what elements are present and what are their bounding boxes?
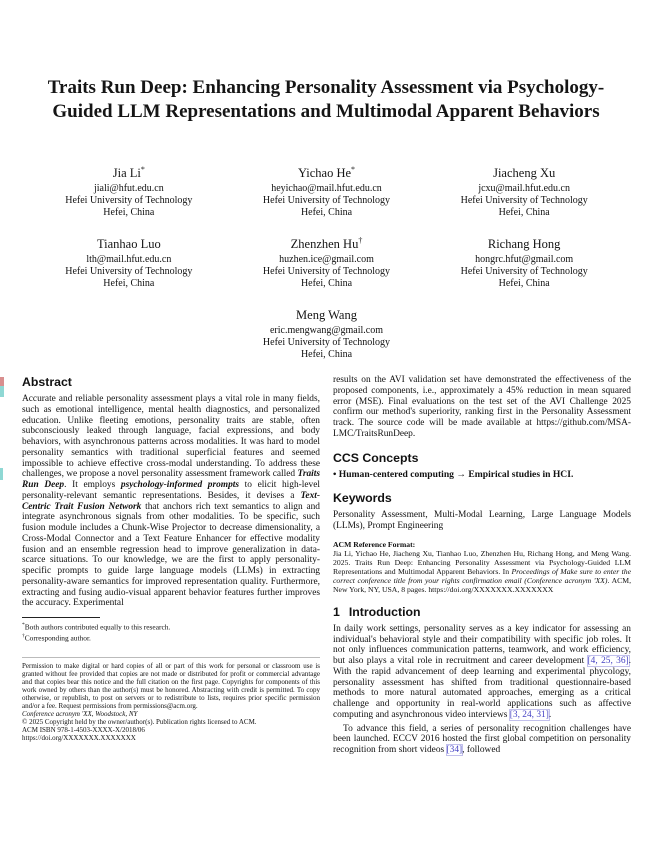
abstract-text [22, 394, 320, 609]
author-name [228, 163, 426, 180]
text-run: , followed [462, 745, 501, 755]
citation-link[interactable]: [3, 24, 31] [509, 709, 549, 720]
intro-paragraph-2 [333, 724, 631, 756]
network-name-emphasis: Text-Centric Trait Fusion Network [22, 490, 320, 512]
author-name [425, 163, 623, 180]
author-email: lth@mail.hfut.edu.cn [86, 254, 172, 266]
author-card [425, 163, 623, 219]
text-run: . With the rapid advancement of deep learning and experimental phycology, personality assessment has shifted from traditional questionnaire-based methods to more natural automated approaches, emerging as a critical challenge and opportunity in real-world applications such as affective computing and asynchronous video interviews [333, 656, 631, 720]
section-title: Introduction [348, 604, 421, 619]
acm-reference-block [333, 540, 631, 594]
author-affiliation: Hefei University of Technology [65, 266, 193, 278]
section-number: 1 [333, 604, 340, 619]
text-run: In daily work settings, personality serves as a key indicator for assessing an individual's behavioral style and their compatibility with specific job roles. It not only influences communication patterns, teamwork, and work efficiency, but also plays a vital role in recruitment and career development [333, 623, 631, 666]
left-edge-artifact [0, 468, 3, 480]
footnote-text: Corresponding author. [24, 633, 91, 643]
author-mark: * [351, 165, 356, 174]
text-run: Jia Li, Yichao He, Jiacheng Xu, Tianhao Luo, Zhenzhen Hu, Richang Hong, and Meng Wang. 2025. Traits Run Deep: Enhancing Personality Assessment via Psychology-Guided LLM Representations and Multimodal Apparent Behaviors. In [333, 548, 631, 576]
author-card [228, 305, 426, 361]
isbn-line: ACM ISBN 978-1-4503-XXXX-X/2018/06 [22, 726, 145, 735]
permission-notice: Permission to make digital or hard copies of all or part of this work for personal or classroom use is granted without fee provided that copies are not made or distributed for profit or commercial advantage and that copies bear this notice and the full citation on the first page. Copyrights for components of this work owned by others than the author(s) must be honored. Abstracting with credit is permitted. To copy otherwise, or republish, to post on servers or to redistribute to lists, requires prior specific permission and/or a fee. Request permissions from permissions@acm.org. [22, 661, 320, 710]
ccs-heading: CCS Concepts [333, 450, 419, 465]
author-mark: † [358, 236, 363, 246]
author-name-text: Jiacheng Xu [493, 166, 556, 181]
author-affiliation: Hefei University of Technology [262, 195, 391, 207]
right-column [333, 375, 631, 758]
permission-divider [22, 657, 320, 658]
text-run: . ACM, New York, NY, USA, 8 pages. https://doi.org/XXXXXXX.XXXXXXX [333, 575, 632, 594]
left-edge-artifact [0, 377, 4, 397]
text-run: to elicit high-level personality-relevant semantic representations. Besides, it devises a [22, 480, 321, 501]
author-affiliation: Hefei University of Technology [460, 195, 588, 207]
author-email: eric.mengwang@gmail.com [269, 325, 384, 337]
keywords-text: Personality Assessment, Multi-Modal Learning, Large Language Models (LLMs), Prompt Engineering [333, 510, 631, 531]
footnote-rule [22, 617, 100, 618]
text-run: Accurate and reliable personality assessment plays a vital role in many fields, such as emotional intelligence, mental health diagnostics, and personalized education. Unlike fleeting emotions, personality traits are stable, often subconsciously leaked through language, facial expressions, and body behaviors, with asynchronous patterns across modalities. It was hard to model personality semantics with traditional superficial features and seemed impossible to achieve effective cross-modal understanding. To address these challenges, we propose a novel personality assessment framework called [22, 394, 320, 480]
author-city: Hefei, China [103, 207, 155, 219]
text-run: . [548, 709, 552, 720]
author-email: jiali@hfut.edu.cn [93, 183, 164, 195]
author-card [425, 234, 623, 290]
citation-link[interactable]: [34] [446, 745, 463, 755]
author-city: Hefei, China [103, 278, 155, 290]
text-run: . It employs [64, 480, 121, 490]
intro-paragraph-1 [333, 624, 631, 721]
footnote-equal-contribution [22, 621, 320, 632]
doi-line: https://doi.org/XXXXXXX.XXXXXXX [22, 734, 136, 743]
author-city: Hefei, China [300, 349, 353, 361]
framework-name-emphasis: Traits Run Deep [22, 469, 321, 490]
author-block [30, 163, 623, 361]
author-name [30, 163, 228, 180]
introduction-heading [333, 605, 631, 619]
author-card [228, 163, 426, 219]
left-column [22, 375, 320, 742]
author-city: Hefei, China [498, 207, 550, 219]
author-city: Hefei, China [300, 207, 353, 219]
author-card [30, 163, 228, 219]
copyright-line: © 2025 Copyright held by the owner/author(s). Publication rights licensed to ACM. [22, 718, 257, 727]
author-email: heyichao@mail.hfut.edu.cn [271, 183, 382, 195]
author-name-text: Tianhao Luo [96, 237, 161, 252]
footnote-text: Both authors contributed equally to this research. [24, 622, 171, 632]
ccs-concept-line: • Human-centered computing → Empirical studies in HCI. [333, 468, 574, 480]
author-affiliation: Hefei University of Technology [262, 337, 391, 349]
author-city: Hefei, China [300, 278, 353, 290]
author-city: Hefei, China [498, 278, 550, 290]
proceedings-title: Proceedings of Make sure to enter the correct conference title from your rights confirmation email (Conference acronym 'XX) [333, 566, 631, 585]
author-name-text: Zhenzhen Hu [290, 237, 359, 252]
author-name-text: Richang Hong [487, 237, 561, 252]
prompts-emphasis: psychology-informed prompts [120, 480, 240, 490]
acm-reference-label: ACM Reference Format: [333, 539, 416, 549]
keywords-heading: Keywords [333, 491, 392, 506]
citation-link[interactable]: [4, 25, 36] [587, 656, 629, 666]
abstract-heading: Abstract [22, 375, 72, 389]
footnote-mark: † [22, 633, 25, 640]
abstract-continuation: results on the AVI validation set have demonstrated the effectiveness of the proposed components, i.e., approximately a 45% reduction in mean squared error (MSE). Final evaluations on the test set of the AVI Challenge 2025 confirm our method's superiority, ranking first in the Personality Assessment track. The source code will be made available at https://github.com/MSA-LMC/TraitsRunDeep. [333, 375, 631, 439]
author-name-text: Meng Wang [296, 308, 357, 323]
author-name [228, 305, 426, 322]
author-name [425, 234, 623, 251]
author-affiliation: Hefei University of Technology [262, 266, 391, 278]
author-affiliation: Hefei University of Technology [460, 266, 588, 278]
author-name-text: Jia Li [112, 166, 141, 181]
author-card [30, 234, 228, 290]
author-email: jcxu@mail.hfut.edu.cn [478, 183, 570, 195]
author-name [228, 234, 426, 251]
text-run: To advance this field, a series of personality recognition challenges have been launched. ECCV 2016 hosted the first global competition on personality recognition from short videos [333, 723, 631, 755]
footnote-mark: * [22, 622, 25, 628]
paper-title: Traits Run Deep: Enhancing Personality Assessment via Psychology-Guided LLM Representations and Multimodal Apparent Behaviors [47, 77, 605, 122]
author-email: huzhen.ice@gmail.com [279, 254, 374, 266]
author-name-text: Yichao He [297, 166, 352, 181]
author-email: hongrc.hfut@gmail.com [475, 254, 574, 266]
author-affiliation: Hefei University of Technology [65, 195, 193, 207]
text-run: that anchors rich text semantics to align and integrate asynchronous signals from other modalities. To be specific, such fusion module includes a Chunk-Wise Projector to decrease dimensionality, a Cross-Modal Connector and a Text Feature Enhancer for effective modality fusion and an ensemble regression head to improve generalization in data-scarce situations. To our knowledge, we are the first to apply personality-specific prompts to guide large language models (LLMs) in extracting personality-aware semantics for improved representation quality. Furthermore, extracting and fusing audio-visual apparent behavior features further improves the accuracy. Experimental [22, 501, 320, 609]
author-name [30, 234, 228, 251]
author-mark: * [140, 165, 145, 174]
conference-line: Conference acronym 'XX, Woodstock, NY [22, 710, 138, 719]
author-card [228, 234, 426, 290]
footnote-corresponding [22, 632, 320, 643]
